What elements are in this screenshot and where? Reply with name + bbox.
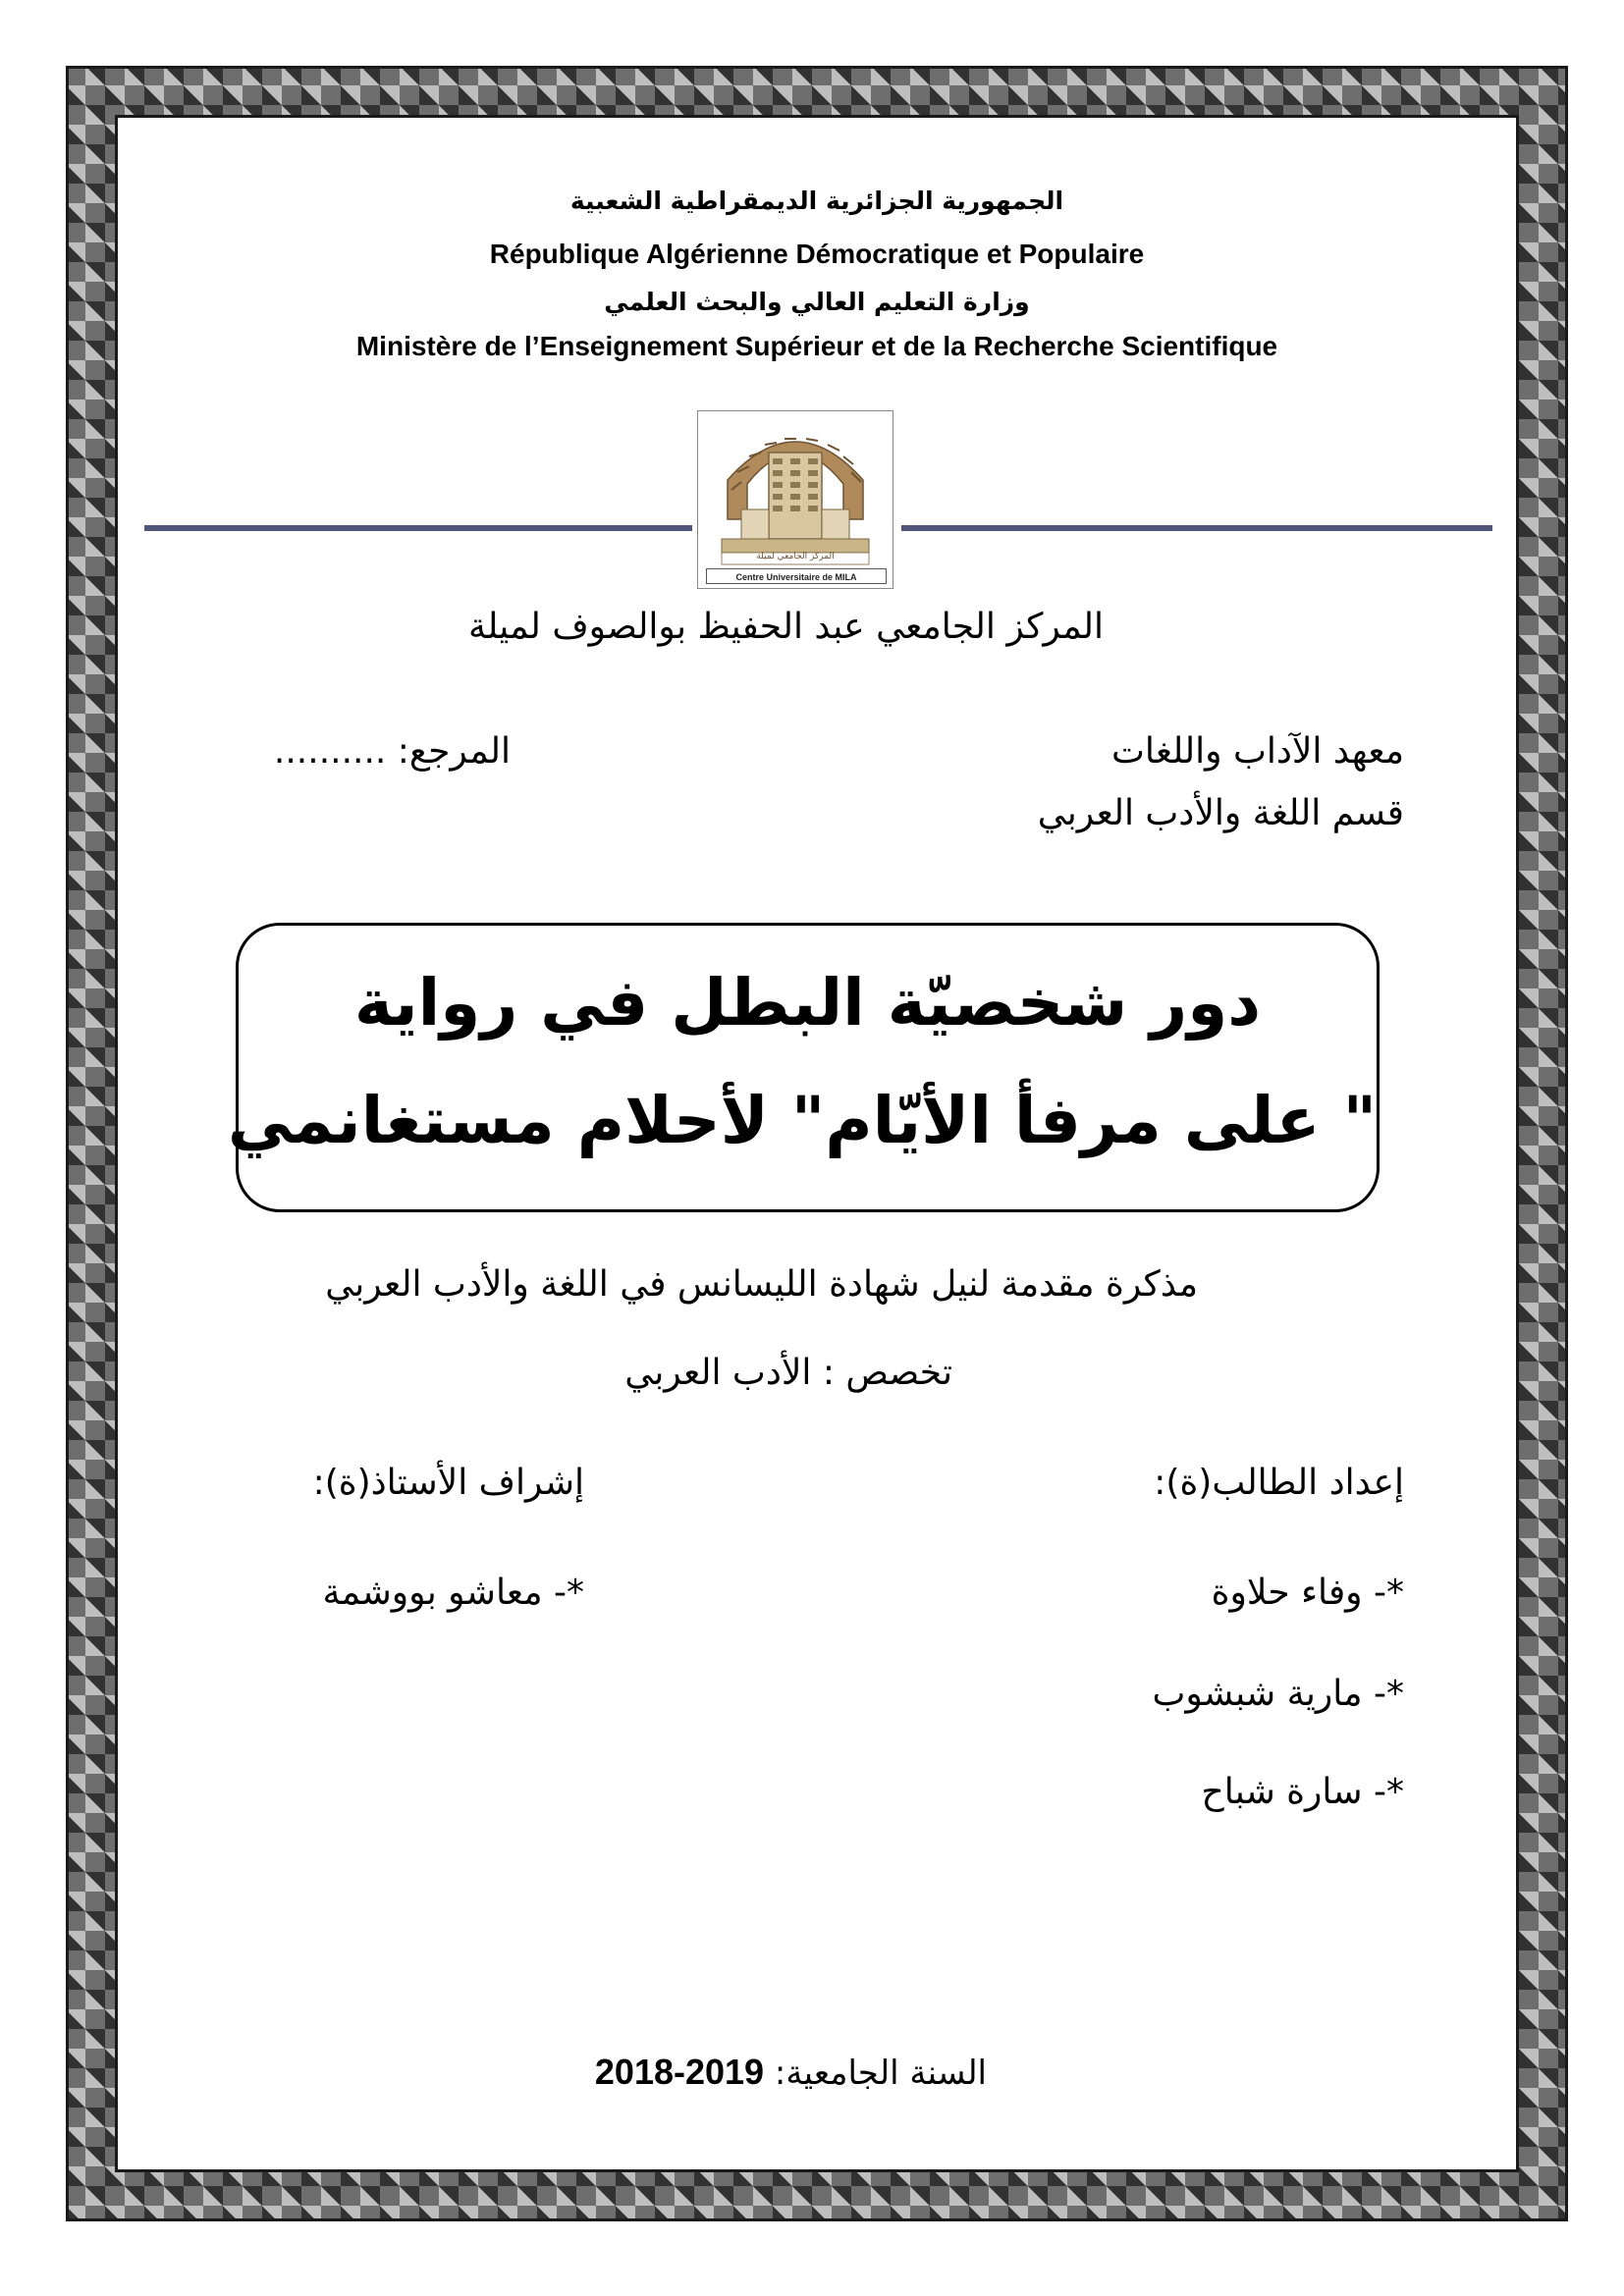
specialty: تخصص : الأدب العربي bbox=[624, 1353, 952, 1393]
students-label: إعداد الطالب(ة): bbox=[1154, 1463, 1404, 1503]
university-building-icon bbox=[698, 411, 893, 588]
republic-arabic: الجمهورية الجزائرية الديمقراطية الشعبية bbox=[569, 187, 1064, 215]
ministry-arabic: وزارة التعليم العالي والبحث العلمي bbox=[604, 288, 1030, 316]
left-divider-line bbox=[144, 525, 692, 531]
student-name: *- سارة شباح bbox=[1201, 1772, 1404, 1812]
thesis-title-line-1: دور شخصيّة البطل في رواية bbox=[353, 965, 1262, 1041]
reference-number: المرجع: .......... bbox=[273, 731, 511, 772]
university-name: المركز الجامعي عبد الحفيظ بوالصوف لميلة bbox=[468, 607, 1104, 647]
supervisor-name: *- معاشو بووشمة bbox=[322, 1573, 584, 1613]
academic-year bbox=[393, 2052, 987, 2093]
academic-year-value: 2018-2019 bbox=[594, 2052, 765, 2092]
department-name: قسم اللغة والأدب العربي bbox=[1037, 793, 1404, 833]
republic-french: République Algérienne Démocratique et Populaire bbox=[489, 239, 1145, 269]
ministry-french: Ministère de l’Enseignement Supérieur et de la Recherche Scientifique bbox=[355, 331, 1278, 361]
thesis-title-box bbox=[227, 923, 1380, 1212]
right-divider-line bbox=[901, 525, 1492, 531]
logo-arabic-text: المركز الجامعي لميلة bbox=[756, 552, 835, 561]
academic-year-label: السنة الجامعية: bbox=[774, 2054, 987, 2093]
supervisor-label: إشراف الأستاذ(ة): bbox=[312, 1463, 584, 1503]
university-logo bbox=[697, 410, 893, 589]
logo-caption: Centre Universitaire de MILA bbox=[706, 568, 887, 584]
student-name: *- وفاء حلاوة bbox=[1211, 1573, 1404, 1613]
thesis-title-line-2: " على مرفأ الأيّام" لأحلام مستغانمي bbox=[227, 1083, 1377, 1158]
student-name: *- مارية شبشوب bbox=[1152, 1674, 1404, 1714]
memo-description: مذكرة مقدمة لنيل شهادة الليسانس في اللغة والأدب العربي bbox=[325, 1264, 1198, 1305]
institute-name: معهد الآداب واللغات bbox=[1111, 731, 1404, 772]
